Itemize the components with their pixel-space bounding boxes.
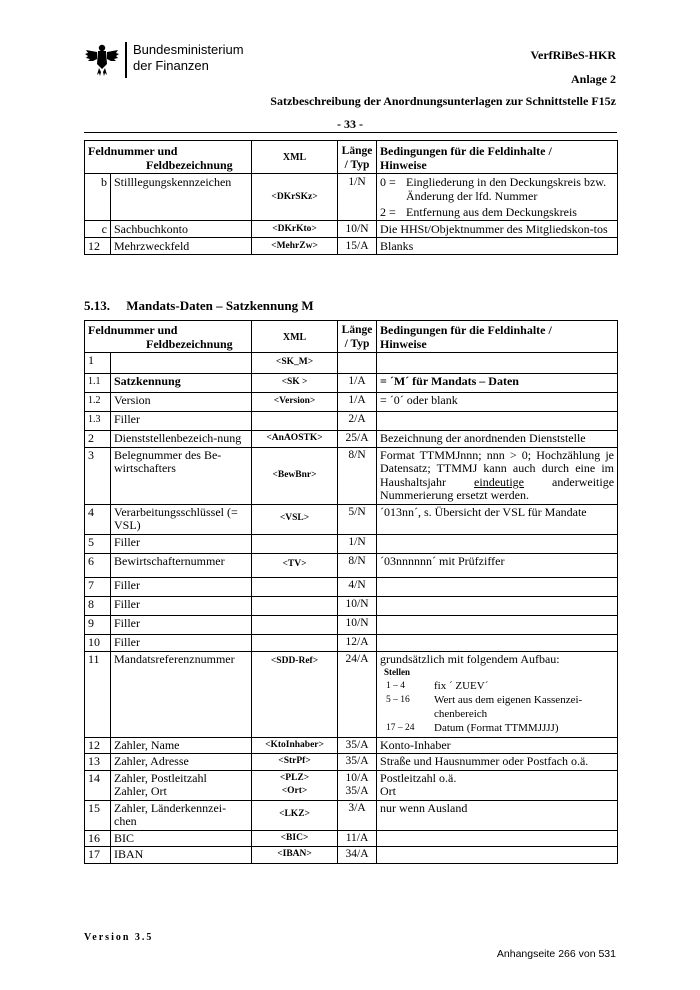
field-conditions: Blanks — [377, 238, 618, 255]
field-conditions: ´013nn´, s. Übersicht der VSL für Mandate — [377, 504, 618, 534]
field-length: 10/N — [338, 596, 377, 615]
field-length: 10/N — [338, 615, 377, 634]
mandate-data-table — [84, 320, 618, 864]
xml-tag — [252, 596, 338, 615]
field-table-continued — [84, 140, 618, 255]
page-number: - 33 - — [337, 117, 363, 131]
field-number: 15 — [85, 800, 111, 830]
field-number: 5 — [85, 534, 111, 553]
field-length: 10/A 35/A — [338, 770, 377, 800]
table-row — [85, 596, 618, 615]
field-number: 17 — [85, 847, 111, 864]
field-length: 1/N — [338, 174, 377, 221]
field-name: Belegnummer des Be-wirtschafters — [111, 447, 252, 504]
xml-tag: <LKZ> — [252, 800, 338, 830]
field-name: Filler — [111, 534, 252, 553]
table-row — [85, 393, 618, 412]
field-number: 10 — [85, 634, 111, 651]
stellen-row: 5 – 16 Wert aus dem eigenen Kassenzei- — [386, 693, 583, 706]
field-conditions: grundsätzlich mit folgendem Aufbau: Stellen 1 – 4 fix ´ ZUEV´ 5 – 16 Wert aus dem eigenen Kassenzei- chenbereich 17 – 24 Datum (Format TTMMJJJJ) — [377, 651, 618, 737]
field-number: 8 — [85, 596, 111, 615]
field-conditions: Bezeichnung der anordnenden Dienststelle — [377, 431, 618, 448]
table-row — [85, 830, 618, 847]
annex-label: Anlage 2 — [571, 72, 616, 86]
field-name: BIC — [111, 830, 252, 847]
field-conditions: ´03nnnnnn´ mit Prüfziffer — [377, 553, 618, 577]
table-row — [85, 431, 618, 448]
xml-tag — [252, 577, 338, 596]
page-info: Anhangseite 266 von 531 — [496, 948, 616, 960]
field-name: Sachbuchkonto — [111, 221, 252, 238]
field-length: 8/N — [338, 447, 377, 504]
xml-tag: <DKrKto> — [252, 221, 338, 238]
field-number: 3 — [85, 447, 111, 504]
stellen-row: 17 – 24 Datum (Format TTMMJJJJ) — [386, 721, 559, 734]
table-row — [85, 847, 618, 864]
table-row — [85, 754, 618, 771]
field-number: 12 — [85, 737, 111, 754]
field-number: 14 — [85, 770, 111, 800]
xml-tag: <Version> — [252, 393, 338, 412]
field-conditions: Postleitzahl o.ä. Ort — [377, 770, 618, 800]
document-code: VerfRiBeS-HKR — [530, 48, 616, 62]
field-name: Zahler, Postleitzahl Zahler, Ort — [111, 770, 252, 800]
field-name: Zahler, Adresse — [111, 754, 252, 771]
xml-tag: <IBAN> — [252, 847, 338, 864]
col-length-header: Länge / Typ — [338, 141, 377, 174]
field-number: 2 — [85, 431, 111, 448]
field-conditions: = ´0´ oder blank — [377, 393, 618, 412]
field-length: 24/A — [338, 651, 377, 737]
field-conditions — [377, 412, 618, 431]
field-name: Filler — [111, 596, 252, 615]
table-header-row — [85, 321, 618, 353]
field-length: 11/A — [338, 830, 377, 847]
field-length: 8/N — [338, 553, 377, 577]
xml-tag: <BIC> — [252, 830, 338, 847]
field-name: Filler — [111, 412, 252, 431]
field-number: 16 — [85, 830, 111, 847]
col-xml-header: XML — [252, 321, 338, 353]
field-name: Zahler, Länderkennzei-chen — [111, 800, 252, 830]
field-conditions: Format TTMMJnnn; nnn > 0; Hochzählung je Datensatz; TTMMJ kann auch durch eine im Haushaltsjahr eindeutige anderweitige Nummerierung ersetzt werden. — [377, 447, 618, 504]
field-number: 1.1 — [85, 374, 111, 393]
field-name: Filler — [111, 577, 252, 596]
field-number: 12 — [85, 238, 111, 255]
xml-tag: <SK_M> — [252, 353, 338, 374]
federal-eagle-icon — [84, 42, 120, 78]
field-name: Version — [111, 393, 252, 412]
table-row — [85, 174, 618, 221]
field-length: 1/A — [338, 374, 377, 393]
field-conditions: Die HHSt/Objektnummer des Mitgliedskon-tos — [377, 221, 618, 238]
field-length: 34/A — [338, 847, 377, 864]
xml-tag: <StrPf> — [252, 754, 338, 771]
field-length: 35/A — [338, 737, 377, 754]
table-row — [85, 615, 618, 634]
field-number: 11 — [85, 651, 111, 737]
xml-tag: <SDD-Ref> — [252, 651, 338, 737]
field-conditions — [377, 615, 618, 634]
table-row — [85, 577, 618, 596]
field-length: 10/N — [338, 221, 377, 238]
xml-tag: <KtoInhaber> — [252, 737, 338, 754]
field-number: 6 — [85, 553, 111, 577]
field-conditions — [377, 830, 618, 847]
field-length: 2/A — [338, 412, 377, 431]
field-name: Filler — [111, 634, 252, 651]
col-xml-header: XML — [252, 141, 338, 174]
table-row — [85, 737, 618, 754]
xml-tag: <PLZ> <Ort> — [252, 770, 338, 800]
version-label: Version 3.5 — [84, 932, 154, 943]
field-conditions — [377, 596, 618, 615]
field-number: 1 — [85, 353, 111, 374]
field-conditions — [377, 353, 618, 374]
xml-tag — [252, 615, 338, 634]
field-length: 25/A — [338, 431, 377, 448]
field-length — [338, 353, 377, 374]
field-name: Bewirtschafternummer — [111, 553, 252, 577]
field-number: 13 — [85, 754, 111, 771]
field-name: Satzkennung — [111, 374, 252, 393]
field-name: Verarbeitungsschlüssel (= VSL) — [111, 504, 252, 534]
document-subtitle: Satzbeschreibung der Anordnungsunterlagen zur Schnittstelle F15z — [270, 94, 616, 108]
table-row — [85, 504, 618, 534]
field-number: 4 — [85, 504, 111, 534]
field-conditions — [377, 577, 618, 596]
field-conditions — [377, 534, 618, 553]
table-row — [85, 447, 618, 504]
field-name: Mehrzweckfeld — [111, 238, 252, 255]
table-row — [85, 353, 618, 374]
field-length: 35/A — [338, 754, 377, 771]
col-length-header: Länge / Typ — [338, 321, 377, 353]
field-name: Mandatsreferenznummer — [111, 651, 252, 737]
field-name — [111, 353, 252, 374]
ministry-logo — [84, 42, 244, 82]
xml-tag — [252, 412, 338, 431]
field-conditions: 0 = Eingliederung in den Deckungskreis bzw. Änderung der lfd. Nummer 2 = Entfernung aus dem Deckungskreis — [377, 174, 618, 221]
col-conditions-header: Bedingungen für die Feldinhalte / Hinweise — [377, 141, 618, 174]
xml-tag — [252, 534, 338, 553]
field-name: Zahler, Name — [111, 737, 252, 754]
field-length: 1/A — [338, 393, 377, 412]
logo-divider — [125, 42, 127, 78]
field-name: Stilllegungskennzeichen — [111, 174, 252, 221]
field-length: 1/N — [338, 534, 377, 553]
stellen-row: chenbereich — [434, 707, 488, 720]
col-conditions-header: Bedingungen für die Feldinhalte / Hinweise — [377, 321, 618, 353]
col-field-header: Feldnummer und Feldbezeichnung — [85, 141, 252, 174]
xml-tag — [252, 634, 338, 651]
table-row — [85, 412, 618, 431]
field-conditions: Straße und Hausnummer oder Postfach o.ä. — [377, 754, 618, 771]
xml-tag: <DKrSKz> — [252, 174, 338, 221]
field-number: 1.2 — [85, 393, 111, 412]
field-length: 3/A — [338, 800, 377, 830]
table-row — [85, 221, 618, 238]
field-number: 1.3 — [85, 412, 111, 431]
table-row — [85, 534, 618, 553]
field-conditions — [377, 847, 618, 864]
field-number: 7 — [85, 577, 111, 596]
field-length: 5/N — [338, 504, 377, 534]
xml-tag: <SK > — [252, 374, 338, 393]
ministry-name: Bundesministerium der Finanzen — [133, 42, 244, 73]
stellen-row: 1 – 4 fix ´ ZUEV´ — [386, 679, 489, 692]
table-row — [85, 634, 618, 651]
table-row — [85, 238, 618, 255]
xml-tag: <BewBnr> — [252, 447, 338, 504]
field-number: c — [85, 221, 111, 238]
field-length: 4/N — [338, 577, 377, 596]
field-number: 9 — [85, 615, 111, 634]
field-name: Filler — [111, 615, 252, 634]
header-rule — [84, 132, 617, 133]
field-conditions: = ´M´ für Mandats – Daten — [377, 374, 618, 393]
field-conditions — [377, 634, 618, 651]
field-conditions: Konto-Inhaber — [377, 737, 618, 754]
table-row — [85, 770, 618, 800]
col-field-header: Feldnummer und Feldbezeichnung — [85, 321, 252, 353]
xml-tag: <MehrZw> — [252, 238, 338, 255]
field-number: b — [85, 174, 111, 221]
table-header-row — [85, 141, 618, 174]
table-row — [85, 800, 618, 830]
xml-tag: <AnAOSTK> — [252, 431, 338, 448]
field-conditions: nur wenn Ausland — [377, 800, 618, 830]
table-row — [85, 651, 618, 737]
xml-tag: <TV> — [252, 553, 338, 577]
field-name: Dienststellenbezeich-nung — [111, 431, 252, 448]
section-title: 5.13. Mandats-Daten – Satzkennung M — [84, 298, 314, 313]
table-row — [85, 553, 618, 577]
xml-tag: <VSL> — [252, 504, 338, 534]
field-name: IBAN — [111, 847, 252, 864]
table-row — [85, 374, 618, 393]
field-length: 15/A — [338, 238, 377, 255]
field-length: 12/A — [338, 634, 377, 651]
